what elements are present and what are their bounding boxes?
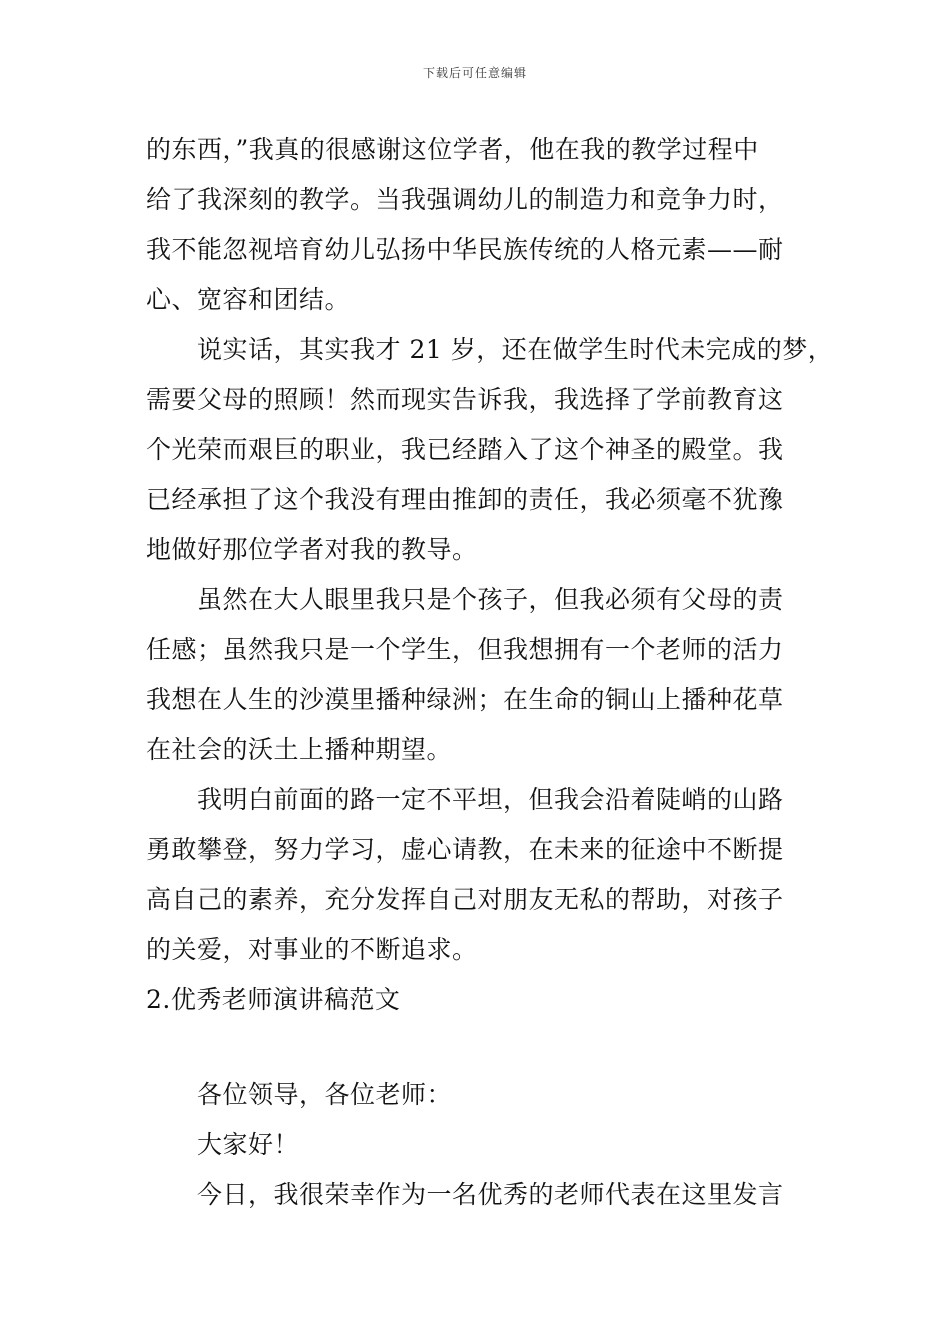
body-line: 任感；虽然我只是一个学生，但我想拥有一个老师的活力 [146, 635, 784, 664]
body-line: 我想在人生的沙漠里播种绿洲；在生命的铜山上播种花草 [146, 685, 784, 714]
body-line: 已经承担了这个我没有理由推卸的责任，我必须毫不犹豫 [146, 485, 784, 514]
body-line: 我不能忽视培育幼儿弘扬中华民族传统的人格元素——耐 [146, 235, 784, 264]
body-line: 的东西，”我真的很感谢这位学者，他在我的教学过程中 [146, 135, 759, 164]
body-line: 给了我深刻的教学。当我强调幼儿的制造力和竞争力时， [146, 185, 784, 214]
body-line: 心、宽容和团结。 [146, 285, 351, 314]
paragraph-first-line: 今日，我很荣幸作为一名优秀的老师代表在这里发言 [197, 1180, 784, 1209]
greeting: 大家好！ [197, 1130, 300, 1159]
salutation: 各位领导，各位老师： [197, 1080, 453, 1109]
body-line: 的关爱，对事业的不断追求。 [146, 935, 478, 964]
body-line: 在社会的沃土上播种期望。 [146, 735, 453, 764]
paragraph-first-line: 我明白前面的路一定不平坦，但我会沿着陡峭的山路 [197, 785, 784, 814]
body-line: 需要父母的照顾！然而现实告诉我，我选择了学前教育这 [146, 385, 784, 414]
body-line: 个光荣而艰巨的职业，我已经踏入了这个神圣的殿堂。我 [146, 435, 784, 464]
section-heading: 2.优秀老师演讲稿范文 [146, 985, 401, 1014]
paragraph-first-line: 虽然在大人眼里我只是个孩子，但我必须有父母的责 [197, 585, 784, 614]
body-line: 地做好那位学者对我的教导。 [146, 535, 478, 564]
body-line: 勇敢攀登，努力学习，虚心请教，在未来的征途中不断提 [146, 835, 784, 864]
body-line: 高自己的素养，充分发挥自己对朋友无私的帮助，对孩子 [146, 885, 784, 914]
paragraph-first-line: 说实话，其实我才 21 岁，还在做学生时代未完成的梦， [197, 335, 834, 364]
page-header-note: 下载后可任意编辑 [422, 66, 527, 80]
